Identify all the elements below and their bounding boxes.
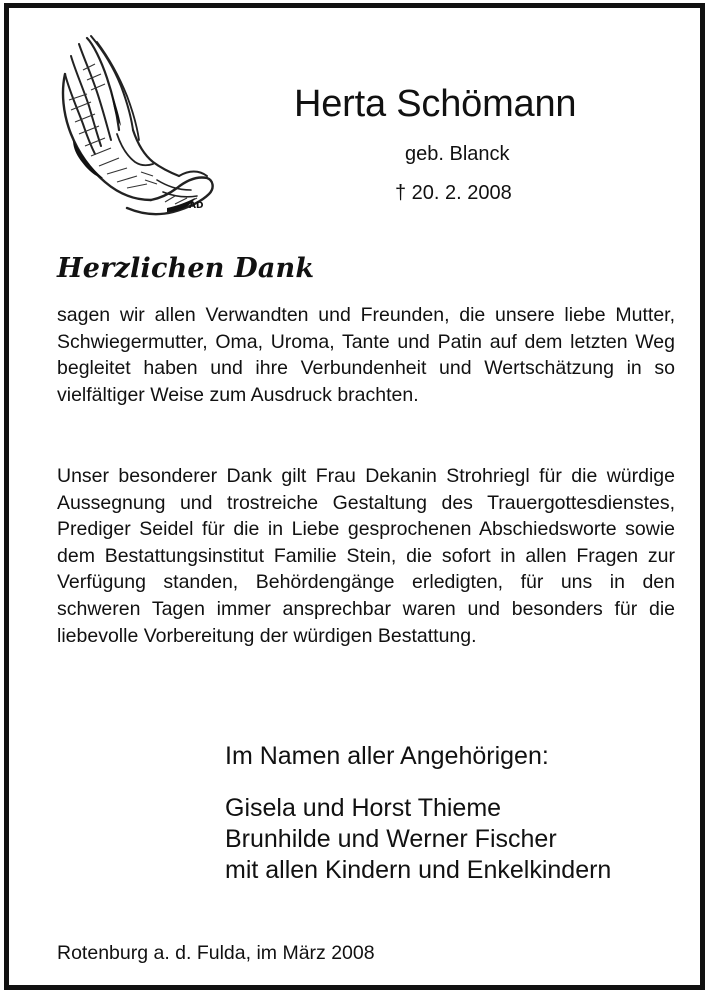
- place-date: Rotenburg a. d. Fulda, im März 2008: [57, 942, 375, 964]
- thanks-paragraph: sagen wir allen Verwandten und Freunden, die unsere liebe Mutter, Schwiegermutter, Oma, Uroma, Tante und Patin auf dem letzten Weg begleitet haben und ihre Verbundenheit und Wertschätzung in so vielfältiger Weise zum Ausdruck brachten.: [57, 304, 675, 406]
- thanks-heading: Herzlichen Dank: [57, 253, 315, 284]
- death-date: † 20. 2. 2008: [395, 182, 512, 204]
- signer-line: Brunhilde und Werner Fischer: [225, 825, 557, 853]
- monogram: AD: [189, 201, 204, 211]
- praying-hands-icon: [57, 30, 215, 220]
- birth-name: geb. Blanck: [405, 143, 510, 165]
- obituary-notice-frame: [4, 3, 705, 990]
- signer-line: Gisela und Horst Thieme: [225, 794, 502, 822]
- signers-block: [225, 741, 611, 886]
- deceased-name: Herta Schömann: [294, 83, 577, 125]
- special-thanks-paragraph: Unser besonderer Dank gilt Frau Dekanin Strohriegl für die würdige Aussegnung und trostreiche Gestaltung des Trauergottesdienstes, Prediger Seidel für die in Liebe gesprochenen Abschiedsworte sowie dem Bestattungsinstitut Familie Stein, die sofort in allen Fragen zur Verfügung standen, Behördengänge erledigten, für uns in den schweren Tagen immer ansprechbar waren und besonders für die liebevolle Vorbereitung der würdigen Bestattung.: [57, 465, 675, 647]
- signer-line: mit allen Kindern und Enkelkindern: [225, 856, 612, 884]
- signers-intro: Im Namen aller Angehörigen:: [225, 742, 549, 770]
